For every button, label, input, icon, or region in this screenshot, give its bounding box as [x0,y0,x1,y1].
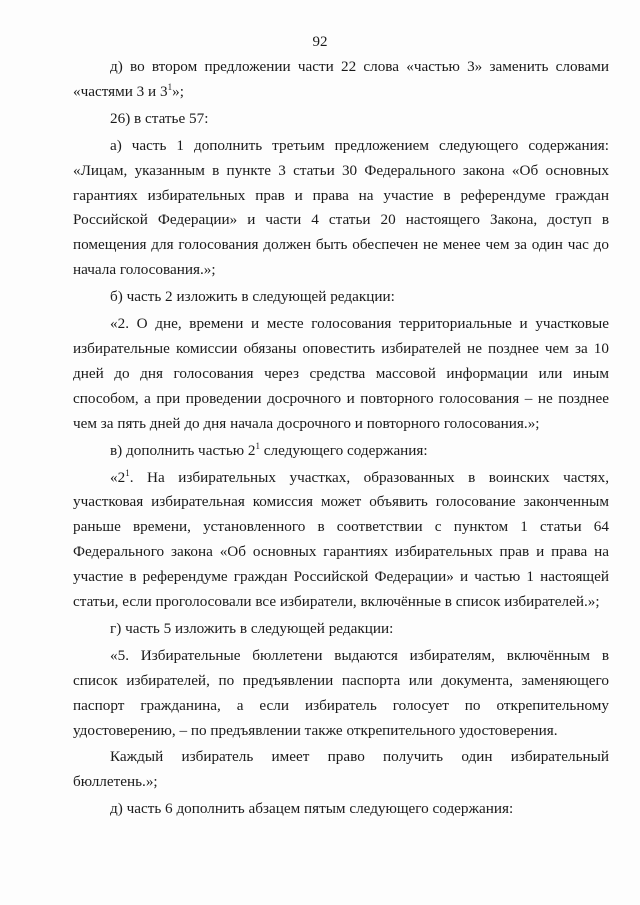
paragraph-text: Каждый избиратель имеет право получить один избирательный бюллетень.»; [73,748,609,791]
paragraph-p1 [73,55,609,105]
superscript-index: 1 [167,81,173,92]
paragraph-p10 [73,745,609,795]
paragraph-text: «2. О дне, времени и месте голосования территориальные и участковые избирательные комиссии обязаны оповестить избирателей не позднее чем за 10 дней до дня голосования через средства массовой информации или иным способом, а при проведении досрочного и повторного голосования – не позднее чем за пять дней до дня начала досрочного и повторного голосования.»; [73,315,609,432]
page-number: 92 [312,34,328,50]
paragraph-text: в) дополнить частью 2 [110,441,256,459]
paragraph-text: б) часть 2 изложить в следующей редакции: [110,288,395,306]
paragraph-text: д) часть 6 дополнить абзацем пятым следующего содержания: [110,800,514,818]
paragraph-text: д) во втором предложении части 22 слова «частью 3» заменить словами «частями 3 и 3 [73,58,609,100]
paragraph-text: следующего содержания: [259,441,428,459]
paragraph-p6 [73,439,609,464]
paragraph-text: г) часть 5 изложить в следующей редакции: [110,619,394,637]
paragraph-p5 [73,312,609,437]
paragraph-text: «5. Избирательные бюллетени выдаются избирателям, включённым в список избирателей, по предъявлении паспорта или документа, заменяющего паспорт гражданина, а если избиратель голосует по открепительному удостоверению, – по предъявлении также открепительного удостоверения. [73,646,609,739]
paragraph-p11 [73,797,609,822]
paragraph-text: . На избирательных участках, образованных в воинских частях, участковая избирательная комиссия может объявить голосование законченным раньше времени, установленного в соответствии с пунктом 1 статьи 64 Федерального закона «Об основных гарантиях избирательных прав и права на участие в референдуме граждан Российской Федерации» и частью 1 настоящей статьи, если проголосовали все избиратели, включённые в список избирателей.»; [73,468,609,611]
paragraph-text: »; [172,82,184,100]
paragraph-p3 [73,134,609,283]
superscript-index: 1 [125,467,130,478]
paragraph-text: «2 [110,468,126,486]
document-body [73,55,609,824]
paragraph-p2 [73,107,609,132]
paragraph-p7 [73,466,609,615]
paragraph-p9 [73,644,609,744]
paragraph-p8 [73,617,609,642]
paragraph-text: 26) в статье 57: [110,109,209,127]
paragraph-text: а) часть 1 дополнить третьим предложением следующего содержания: «Лицам, указанным в пункте 3 статьи 30 Федерального закона «Об основных гарантиях избирательных прав и права на участие в референдуме граждан Российской Федерации» и части 4 статьи 20 настоящего Закона, доступ в помещения для голосования должен быть обеспечен не менее чем за один час до начала голосования.»; [73,136,609,279]
paragraph-p4 [73,285,609,310]
superscript-index: 1 [255,440,260,451]
